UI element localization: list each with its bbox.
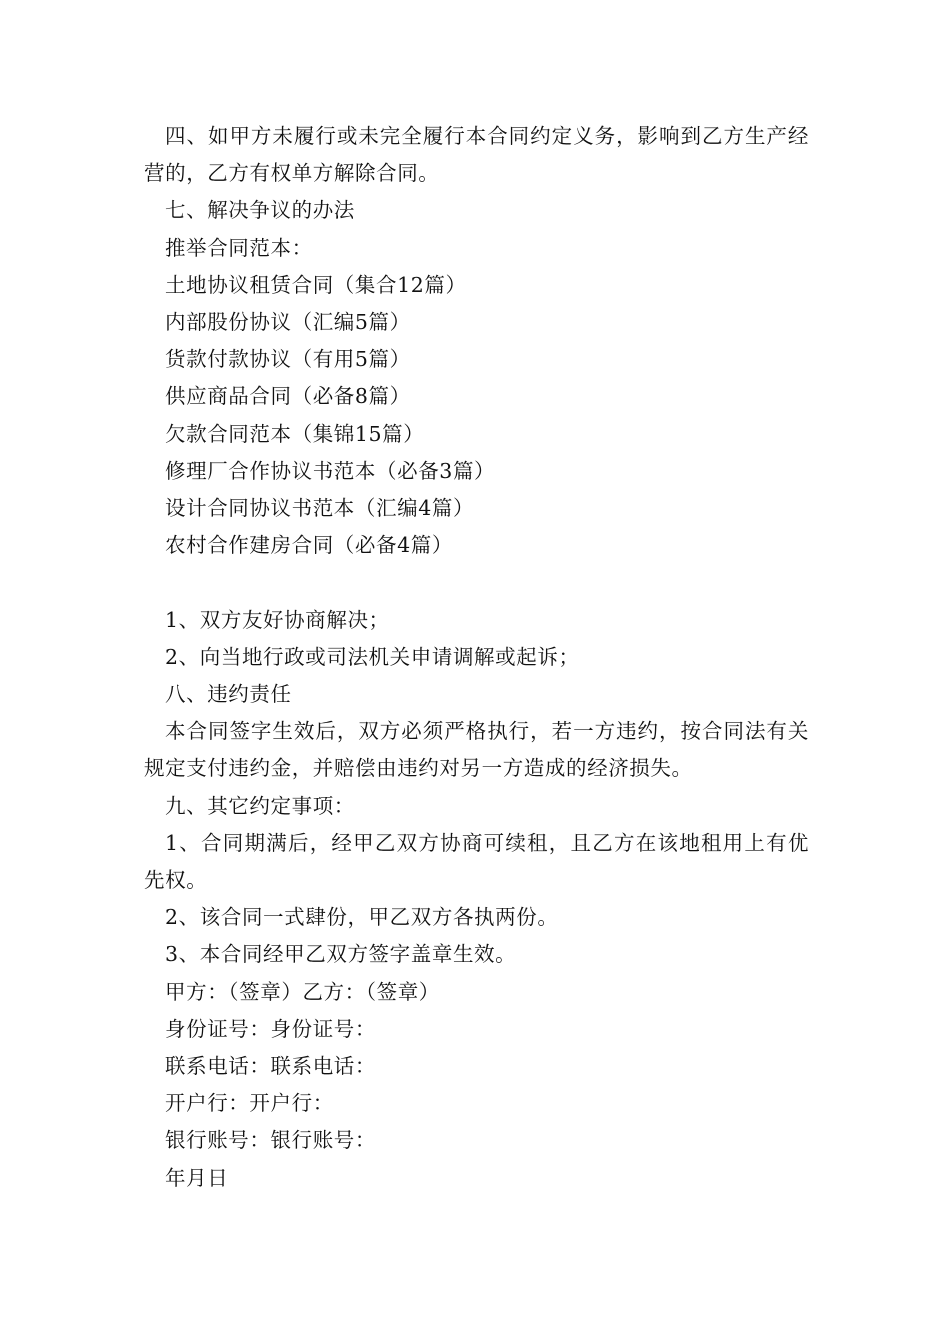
bank-line: 开户行：开户行： xyxy=(165,1091,334,1116)
template-link-7[interactable]: 设计合同协议书范本（汇编4篇） xyxy=(165,496,475,521)
template-link-1[interactable]: 土地协议租赁合同（集合12篇） xyxy=(165,272,467,297)
template-link-3[interactable]: 货款付款协议（有用5篇） xyxy=(165,347,411,372)
template-link-4[interactable]: 供应商品合同（必备8篇） xyxy=(165,384,411,409)
dispute-item-1: 1、双方友好协商解决； xyxy=(165,607,390,632)
recommended-templates-label: 推举合同范本： xyxy=(165,235,313,260)
other-matter-2: 2、该合同一式肆份，甲乙双方各执两份。 xyxy=(165,905,559,930)
document-body xyxy=(144,118,809,1197)
template-link-5[interactable]: 欠款合同范本（集锦15篇） xyxy=(165,421,425,446)
dispute-item-2: 2、向当地行政或司法机关申请调解或起诉； xyxy=(165,644,580,669)
phone-line: 联系电话：联系电话： xyxy=(165,1054,376,1079)
id-number-line: 身份证号：身份证号： xyxy=(165,1016,376,1041)
heading-other-matters: 九、其它约定事项： xyxy=(165,793,355,818)
other-matter-1: 1、合同期满后，经甲乙双方协商可续租，且乙方在该地租用上有优先权。 xyxy=(144,830,809,893)
template-link-8[interactable]: 农村合作建房合同（必备4篇） xyxy=(165,533,453,558)
heading-dispute-resolution: 七、解决争议的办法 xyxy=(165,198,355,223)
heading-breach-liability: 八、违约责任 xyxy=(165,682,292,707)
date-line: 年月日 xyxy=(165,1165,229,1190)
template-link-6[interactable]: 修理厂合作协议书范本（必备3篇） xyxy=(165,458,496,483)
signature-line: 甲方：（签章）乙方：（签章） xyxy=(165,979,440,1004)
account-line: 银行账号：银行账号： xyxy=(165,1128,376,1153)
template-link-2[interactable]: 内部股份协议（汇编5篇） xyxy=(165,310,411,335)
blank-line xyxy=(144,564,809,601)
paragraph-breach-clause: 四、如甲方未履行或未完全履行本合同约定义务，影响到乙方生产经营的，乙方有权单方解除合同。 xyxy=(144,124,809,186)
paragraph-breach-liability: 本合同签字生效后，双方必须严格执行，若一方违约，按合同法有关规定支付违约金，并赔偿由违约对另一方造成的经济损失。 xyxy=(144,719,809,781)
other-matter-3: 3、本合同经甲乙双方签字盖章生效。 xyxy=(165,942,517,967)
